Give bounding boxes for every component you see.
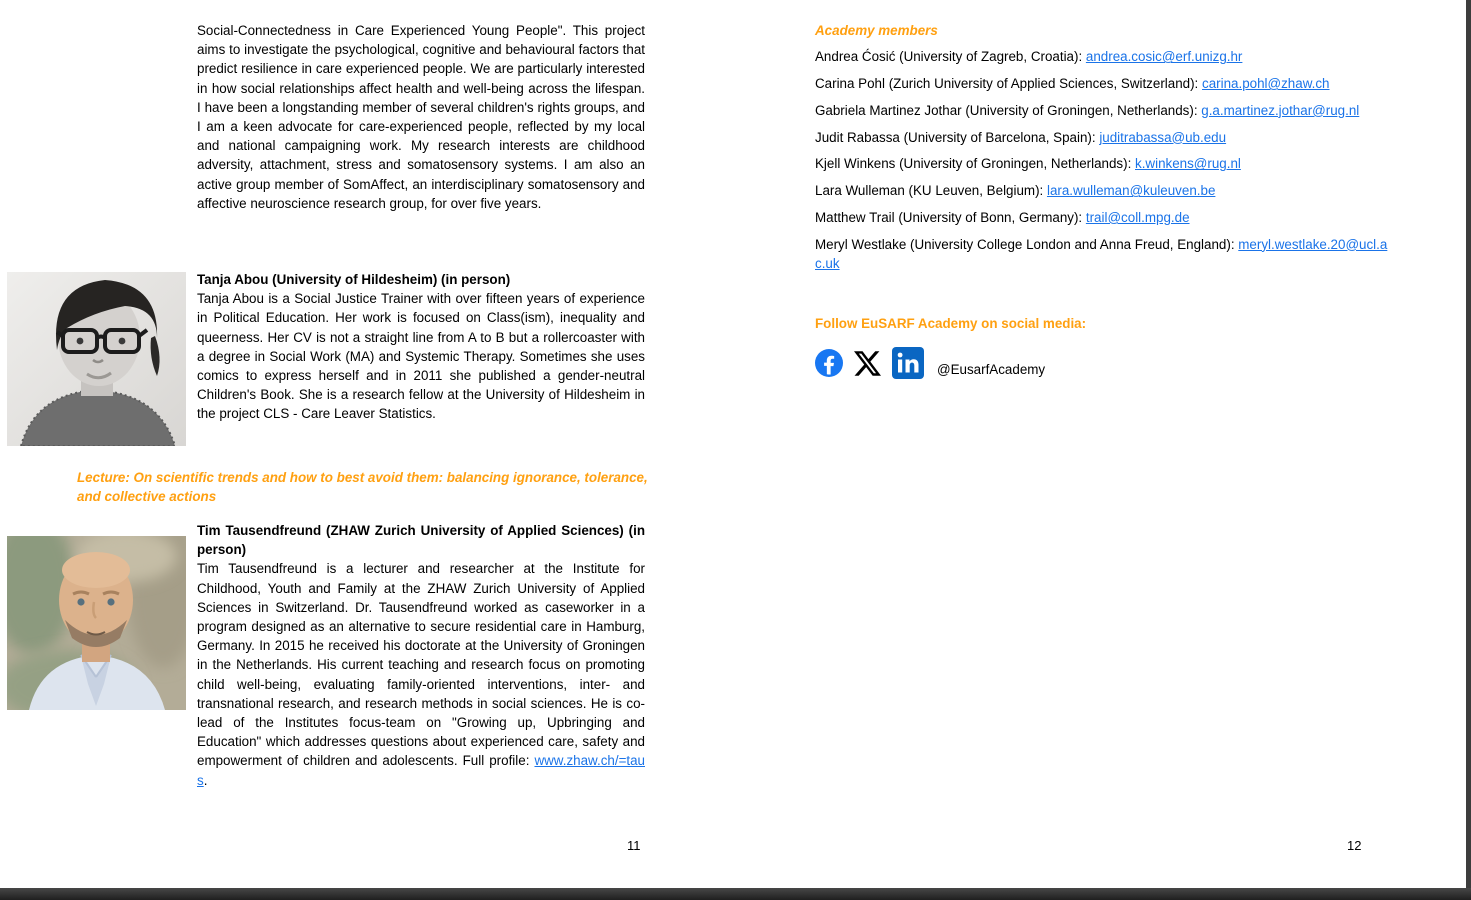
tim-heading: Tim Tausendfreund (ZHAW Zurich University of Applied Sciences) (in person) xyxy=(197,523,645,558)
member-row xyxy=(815,74,1395,93)
member-row xyxy=(815,181,1395,200)
member-name: Matthew Trail (University of Bonn, Germany): xyxy=(815,209,1086,225)
member-name: Kjell Winkens (University of Groningen, Netherlands): xyxy=(815,156,1136,172)
linkedin-icon[interactable] xyxy=(892,347,924,379)
tim-section xyxy=(197,521,645,790)
tim-bio xyxy=(197,559,645,789)
page-number-12: 12 xyxy=(1347,838,1362,853)
member-row xyxy=(815,128,1395,147)
member-name: Meryl Westlake (University College London and Anna Freud, England): xyxy=(815,236,1239,252)
tim-profile-link[interactable]: www.zhaw.ch/=taus xyxy=(197,753,645,788)
tim-bio-suffix: . xyxy=(203,772,208,788)
tim-tausendfreund-photo xyxy=(7,536,186,710)
member-row xyxy=(815,208,1395,227)
tim-tausendfreund-portrait-graphic xyxy=(7,536,186,710)
academy-members-section xyxy=(815,21,1395,281)
member-email-link[interactable]: andrea.cosic@erf.unizg.hr xyxy=(1085,49,1243,65)
member-name: Judit Rabassa (University of Barcelona, Spain): xyxy=(815,129,1100,145)
academy-members-heading: Academy members xyxy=(815,23,938,38)
member-row xyxy=(815,235,1395,273)
tanja-heading: Tanja Abou (University of Hildesheim) (in person) xyxy=(197,272,511,287)
tanja-bio: Tanja Abou is a Social Justice Trainer with over fifteen years of experience in Political Education. Her work is focused on Class(ism), inequality and queerness. Her CV is not a straight line from A to B but a rollercoaster with a degree in Social Work (MA) and Systemic Therapy. Sometimes she uses comics to express herself and in 2011 she published a gender-neutral Children's Book. She is a research fellow at the University of Hildesheim in the project CLS - Care Leaver Statistics. xyxy=(197,291,645,422)
member-email-link[interactable]: lara.wulleman@kuleuven.be xyxy=(1046,183,1216,199)
member-row xyxy=(815,101,1395,120)
viewer-bottom-bar xyxy=(0,888,1471,900)
member-name: Carina Pohl (Zurich University of Applied Sciences, Switzerland): xyxy=(815,76,1203,91)
tanja-abou-photo xyxy=(7,272,186,446)
tanja-section xyxy=(197,270,645,424)
member-email-link[interactable]: trail@coll.mpg.de xyxy=(1085,209,1190,225)
member-email-link[interactable]: k.winkens@rug.nl xyxy=(1135,156,1241,172)
x-icon[interactable] xyxy=(854,350,881,377)
tanja-abou-portrait-graphic xyxy=(7,272,186,446)
member-row xyxy=(815,154,1395,173)
member-row xyxy=(815,47,1395,66)
member-name: Andrea Ćosić (University of Zagreb, Croatia): xyxy=(815,49,1086,65)
facebook-icon[interactable] xyxy=(815,349,843,377)
viewer-right-edge xyxy=(1466,0,1471,900)
social-icon-row xyxy=(815,346,1395,380)
member-email-link[interactable]: carina.pohl@zhaw.ch xyxy=(1202,76,1330,91)
member-name: Gabriela Martinez Jothar (University of Groningen, Netherlands): xyxy=(815,102,1202,118)
social-handle: @EusarfAcademy xyxy=(937,362,1046,377)
page-number-11: 11 xyxy=(627,838,641,853)
member-email-link[interactable]: g.a.martinez.jothar@rug.nl xyxy=(1201,102,1360,118)
lecture-heading: Lecture: On scientific trends and how to best avoid them: balancing ignorance, tolerance, and collective actions xyxy=(77,470,648,505)
social-media-section xyxy=(815,314,1395,380)
member-email-link[interactable]: meryl.westlake.20@ucl.ac.uk xyxy=(815,236,1388,271)
tim-bio-text: Tim Tausendfreund is a lecturer and researcher at the Institute for Childhood, Youth and Family at the ZHAW Zurich University of Applied Sciences in Switzerland. Dr. Tausendfreund worked as caseworker in a program designed as an alternative to secure residential care in Hamburg, Germany. In 2015 he received his doctorate at the University of Groningen in the Netherlands. His current teaching and research focus on promoting child well-being, evaluating family-oriented interventions, inter- and transnational research, and research methods in social sciences. He is co-lead of the Institutes focus-team on "Growing up, Upbringing and Education" which addresses questions about experienced care, safety and empowerment of children and adolescents. Full profile: xyxy=(197,561,645,769)
member-name: Lara Wulleman (KU Leuven, Belgium): xyxy=(815,183,1047,199)
member-email-link[interactable]: juditrabassa@ub.edu xyxy=(1099,129,1227,145)
intro-paragraph: Social-Connectedness in Care Experienced Young People". This project aims to investigate the psychological, cognitive and behavioural factors that predict resilience in care experienced people. We are particularly interested in how social relationships affect health and well-being across the lifespan. I have been a longstanding member of several children's rights groups, and I am a keen advocate for care-experienced people, reflected by my local and national campaigning work. My research interests are childhood adversity, attachment, stress and somatosensory systems. I am also an active group member of SomAffect, an interdisciplinary somatosensory and affective neuroscience research group, for over five years. xyxy=(197,23,645,211)
social-heading: Follow EuSARF Academy on social media: xyxy=(815,316,1087,331)
